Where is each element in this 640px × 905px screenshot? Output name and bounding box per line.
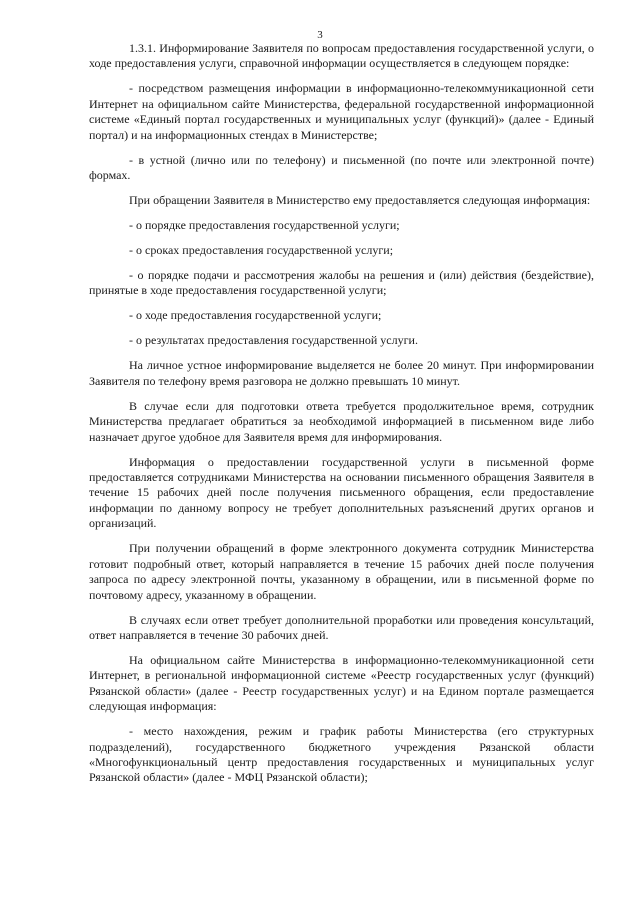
- document-body: [89, 41, 594, 794]
- list-item-internet-placement: - посредством размещения информации в информационно-телекоммуникационной сети Интернет на официальном сайте Министерства, федеральной государственной информационной системе «Единый портал государственных и муниципальных услуг (функций)» (далее - Единый портал) и на информационных стендах в Министерстве;: [89, 81, 594, 142]
- list-item-complaints: - о порядке подачи и рассмотрения жалобы на решения и (или) действия (бездействие), принятые в ходе предоставления государственной услуги;: [89, 268, 594, 298]
- paragraph-extended-response: В случаях если ответ требует дополнительной проработки или проведения консультаций, ответ направляется в течение 30 рабочих дней.: [89, 612, 594, 642]
- paragraph-1-3-1-intro: 1.3.1. Информирование Заявителя по вопросам предоставления государственной услуги, о ходе предоставления услуги, справочной информации осуществляется в следующем порядке:: [89, 41, 594, 71]
- page-number: 3: [317, 29, 323, 41]
- list-item-location-schedule: - место нахождения, режим и график работы Министерства (его структурных подразделений), государственного бюджетного учреждения Рязанской области «Многофункциональный центр предоставления государственных и муниципальных услуг Рязанской области» (далее - МФЦ Рязанской области);: [89, 724, 594, 785]
- paragraph-website-information: На официальном сайте Министерства в информационно-телекоммуникационной сети Интернет, в региональной информационной системе «Реестр государственных услуг (функций) Рязанской области» (далее - Реестр государственных услуг) и на Едином портале размещается следующая информация:: [89, 652, 594, 714]
- list-item-deadlines: - о сроках предоставления государственной услуги;: [129, 243, 394, 258]
- paragraph-electronic-response: При получении обращений в форме электронного документа сотрудник Министерства готовит подробный ответ, который направляется в течение 15 рабочих дней после получения запроса по адресу электронной почты, указанному в обращении, или в письменной форме по почтовому адресу, указанному в обращении.: [89, 541, 594, 602]
- paragraph-information-provided: При обращении Заявителя в Министерство ему предоставляется следующая информация:: [129, 193, 591, 208]
- list-item-results: - о результатах предоставления государственной услуги.: [129, 333, 418, 348]
- list-item-procedure: - о порядке предоставления государственной услуги;: [129, 218, 400, 233]
- list-item-oral-written-forms: - в устной (лично или по телефону) и письменной (по почте или электронной почте) формах.: [89, 152, 594, 183]
- paragraph-written-response: Информация о предоставлении государственной услуги в письменной форме предоставляется сотрудниками Министерства на основании письменного обращения Заявителя в течение 15 рабочих дней после получения письменного обращения, если предоставление информации по данному вопросу не требует дополнительных разъяснений других органов и организаций.: [89, 454, 594, 531]
- paragraph-long-preparation: В случае если для подготовки ответа требуется продолжительное время, сотрудник Министерства предлагает обратиться за необходимой информацией в письменном виде либо назначает другое удобное для Заявителя время для информирования.: [89, 398, 594, 444]
- list-item-progress: - о ходе предоставления государственной услуги;: [129, 308, 382, 323]
- paragraph-oral-time-limit: На личное устное информирование выделяется не более 20 минут. При информировании Заявителя по телефону время разговора не должно превышать 10 минут.: [89, 358, 594, 388]
